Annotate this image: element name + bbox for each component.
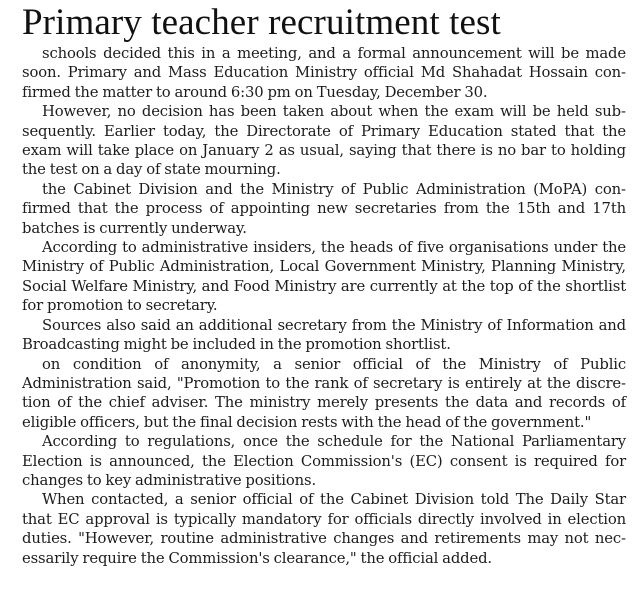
article-paragraph: the Cabinet Division and the Ministry of Public Administration (MoPA) confirmed that the process of appointing new secretaries from the 15th and 17th batches is currently underway. bbox=[22, 180, 626, 237]
article-paragraph: schools decided this in a meeting, and a formal announcement will be made soon. Primary and Mass Education Ministry official Md Shahadat Hossain confirmed the matter to around 6:30 pm on Tuesday, December 30. bbox=[22, 45, 626, 101]
article-headline: Primary teacher recruitment test bbox=[22, 2, 501, 43]
article-body bbox=[22, 44, 626, 568]
article-paragraph: According to administrative insiders, the heads of five organisations under the Ministry of Public Administration, Local Government Ministry, Planning Ministry, Social Welfare Ministry, and Food Ministry are currently at the top of the shortlist for promotion to secretary. bbox=[22, 239, 626, 315]
article-paragraph: When contacted, a senior official of the Cabinet Division told The Daily Star that EC approval is typically mandatory for officials directly involved in election duties. "However, routine administrative changes and retirements may not necessarily require the Commission's clearance," the official added. bbox=[22, 491, 626, 567]
article-paragraph: According to regulations, once the schedule for the National Parliamentary Election is announced, the Election Commission's (EC) consent is required for changes to key administrative positions. bbox=[22, 433, 626, 489]
article-paragraph: Sources also said an additional secretary from the Ministry of Information and Broadcasting might be included in the promotion shortlist. bbox=[22, 316, 626, 354]
article-paragraph: on condition of anonymity, a senior official of the Ministry of Public Administration said, "Promotion to the rank of secretary is entirely at the discretion of the chief adviser. The ministry merely presents the data and records of eligible officers, but the final decision rests with the head of the government." bbox=[22, 355, 626, 431]
article-paragraph: However, no decision has been taken about when the exam will be held subsequently. Earlier today, the Directorate of Primary Education stated that the exam will take place on January 2 as usual, saying that there is no bar to holding the test on a day of state mourning. bbox=[22, 103, 626, 179]
